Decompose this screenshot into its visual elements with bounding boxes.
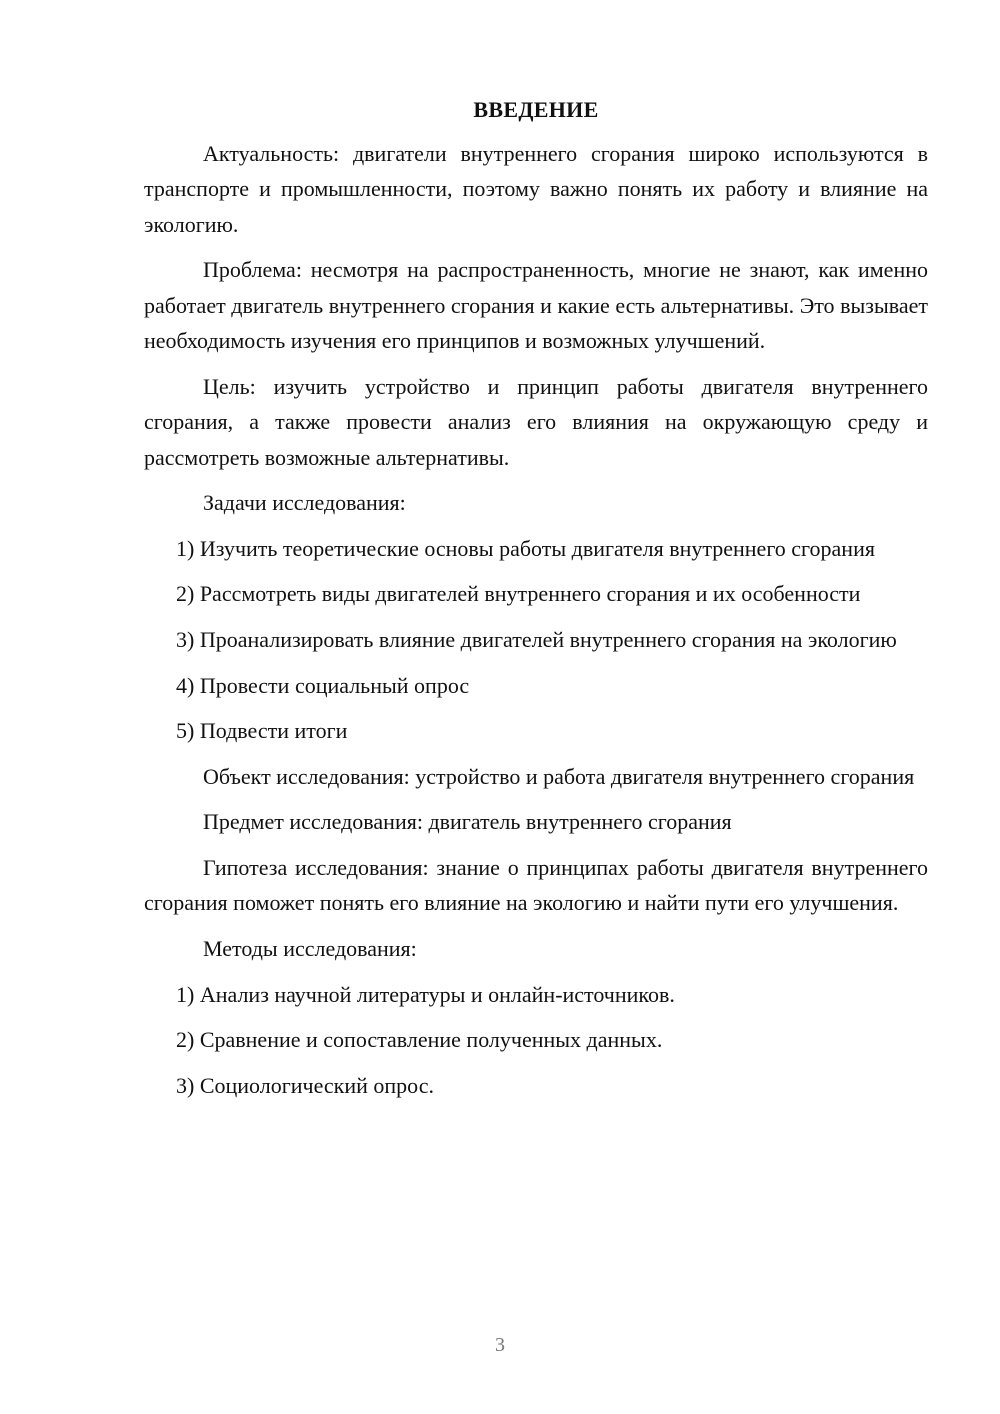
paragraph-goal: Цель: изучить устройство и принцип работы двигателя внутреннего сгорания, а также провести анализ его влияния на окружающую среду и рассмотреть возможные альтернативы.: [144, 373, 928, 470]
method-item: 3) Социологический опрос.: [176, 1072, 434, 1098]
method-item: 1) Анализ научной литературы и онлайн-источников.: [176, 981, 675, 1007]
task-item: 1) Изучить теоретические основы работы двигателя внутреннего сгорания: [176, 535, 875, 561]
paragraph-object: Объект исследования: устройство и работа двигателя внутреннего сгорания: [203, 763, 915, 789]
paragraph-tasks-heading: Задачи исследования:: [203, 490, 406, 516]
paragraph-hypothesis: Гипотеза исследования: знание о принципах работы двигателя внутреннего сгорания поможет понять его влияние на экологию и найти пути его улучшения.: [144, 854, 928, 916]
task-item: 5) Подвести итоги: [176, 718, 348, 744]
paragraph-problem: Проблема: несмотря на распространенность, многие не знают, как именно работает двигатель внутреннего сгорания и какие есть альтернативы. Это вызывает необходимость изучения его принципов и возможных улучшений.: [144, 257, 928, 354]
paragraph-subject: Предмет исследования: двигатель внутреннего сгорания: [203, 809, 732, 835]
paragraph-relevance: Актуальность: двигатели внутреннего сгорания широко используются в транспорте и промышленности, поэтому важно понять их работу и влияние на экологию.: [144, 141, 928, 237]
paragraph-methods-heading: Методы исследования:: [203, 935, 417, 961]
method-item: 2) Сравнение и сопоставление полученных данных.: [176, 1027, 663, 1053]
task-item: 2) Рассмотреть виды двигателей внутреннего сгорания и их особенности: [176, 581, 861, 607]
page-title: ВВЕДЕНИЕ: [473, 97, 599, 122]
document-body: [144, 136, 928, 1103]
page-number: 3: [495, 1334, 505, 1356]
task-item: 3) Проанализировать влияние двигателей внутреннего сгорания на экологию: [176, 627, 897, 652]
task-item: 4) Провести социальный опрос: [176, 672, 470, 698]
